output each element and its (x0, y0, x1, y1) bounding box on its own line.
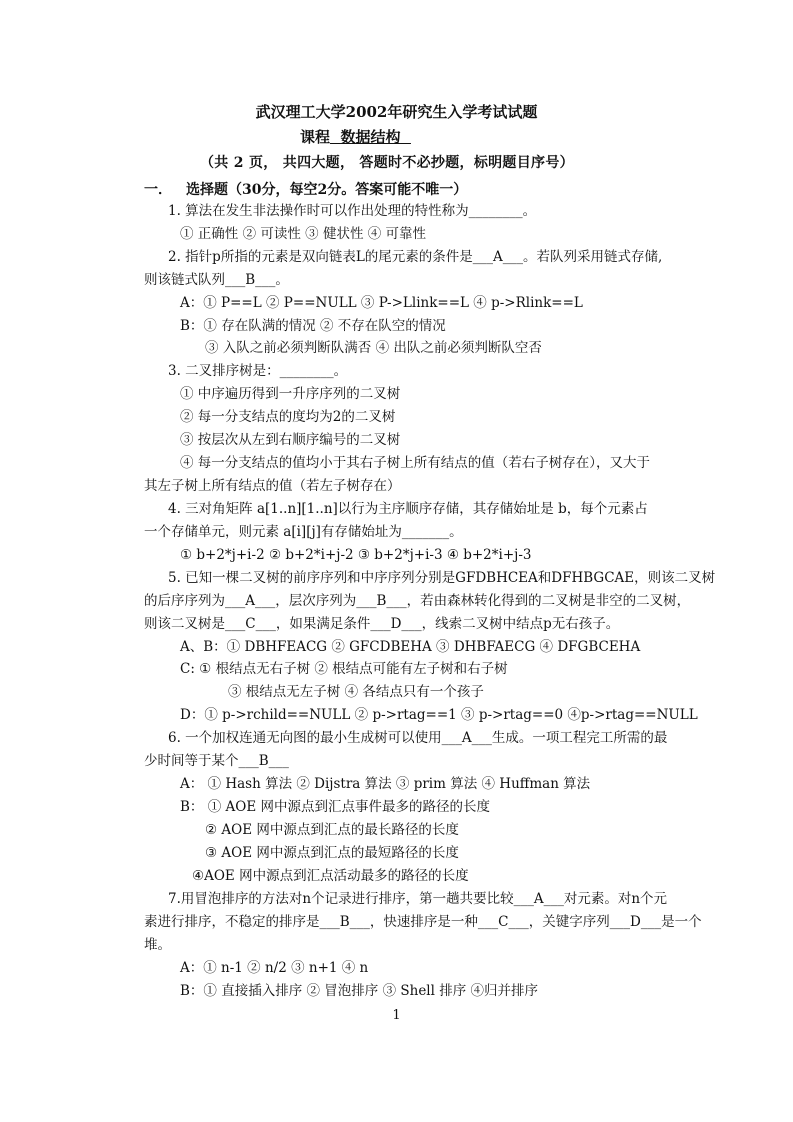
question-line: ③ 根结点无左子树 ④ 各结点只有一个孩子 (228, 684, 484, 700)
question-line: 其左子树上所有结点的值（若左子树存在） (144, 478, 401, 494)
question-line: ② 每一分支结点的度均为2的二叉树 (180, 409, 396, 425)
question-line: 1. 算法在发生非法操作时可以作出处理的特性称为________。 (168, 203, 537, 219)
question-line: 2. 指针p所指的元素是双向链表L的尾元素的条件是___A___。若队列采用链式存储, (168, 249, 663, 265)
exam-title: 武汉理工大学2002年研究生入学考试试题 (255, 103, 538, 121)
question-line: ③ 按层次从左到右顺序编号的二叉树 (180, 432, 401, 448)
question-line: 少时间等于某个___B___ (144, 753, 289, 769)
question-line: ① 中序遍历得到一升序序列的二叉树 (180, 386, 401, 402)
question-line: 素进行排序，不稳定的排序是___B___，快速排序是一种___C___，关键字序列___D___是一个 (144, 914, 702, 930)
question-line: 则该二叉树是___C___，如果满足条件___D___，线索二叉树中结点p无右孩子。 (144, 616, 620, 632)
question-line: A：① P==L ② P==NULL ③ P->Llink==L ④ p->Rlink==L (180, 295, 583, 311)
question-line: B：① 存在队满的情况 ② 不存在队空的情况 (180, 318, 446, 334)
question-line: C: ① 根结点无右子树 ② 根结点可能有左子树和右子树 (180, 661, 508, 677)
question-line: 一个存储单元，则元素 a[i][j]有存储始址为_______。 (144, 524, 463, 540)
question-line: ③ 入队之前必须判断队满否 ④ 出队之前必须判断队空否 (205, 340, 542, 356)
question-line: A：① n-1 ② n/2 ③ n+1 ④ n (180, 960, 369, 976)
question-line: A、B：① DBHFEACG ② GFCDBEHA ③ DHBFAECG ④ DFGBCEHA (180, 639, 641, 655)
question-line: ④ 每一分支结点的值均小于其右子树上所有结点的值（若右子树存在），又大于 (180, 455, 651, 471)
page-number: 1 (392, 1008, 401, 1023)
question-line: 堆。 (144, 937, 171, 953)
question-line: 4. 三对角矩阵 a[1..n][1..n]以行为主序顺序存储，其存储始址是 b，每个元素占 (168, 501, 648, 517)
question-line: ④AOE 网中源点到汇点活动最多的路径的长度 (192, 868, 469, 884)
question-line: 7.用冒泡排序的方法对n个记录进行排序，第一趟共要比较___A___对元素。对n个元 (168, 891, 668, 907)
question-line: ① 正确性 ② 可读性 ③ 健状性 ④ 可靠性 (180, 226, 427, 242)
section-number: 一． (144, 182, 172, 198)
question-line: ② AOE 网中源点到汇点的最长路径的长度 (205, 822, 459, 838)
question-line: A： ① Hash 算法 ② Dijstra 算法 ③ prim 算法 ④ Huffman 算法 (180, 776, 591, 792)
course-line (300, 126, 411, 147)
exam-note: （共 2 页， 共四大题， 答题时不必抄题，标明题目序号） (200, 155, 574, 171)
course-label: 课程 (300, 128, 331, 146)
question-line: D：① p->rchild==NULL ② p->rtag==1 ③ p->rtag==0 ④p->rtag==NULL (180, 707, 698, 723)
question-line: B： ① AOE 网中源点到汇点事件最多的路径的长度 (180, 799, 490, 815)
section-heading (144, 179, 467, 199)
question-line: 6. 一个加权连通无向图的最小生成树可以使用___A___生成。一项工程完工所需的最 (168, 730, 668, 746)
question-line: 的后序序列为___A___，层次序列为___B___，若由森林转化得到的二叉树是非空的二叉树， (144, 593, 691, 609)
section-title: 选择题（30分，每空2分。答案可能不唯一） (186, 182, 468, 198)
question-line: 5. 已知一棵二叉树的前序序列和中序序列分别是GFDBHCEA和DFHBGCAE，则该二叉树 (168, 570, 716, 586)
question-line: ① b+2*j+i-2 ② b+2*i+j-2 ③ b+2*j+i-3 ④ b+2*i+j-3 (180, 547, 532, 563)
question-line: 则该链式队列___B___。 (144, 272, 289, 288)
question-line: 3. 二叉排序树是：________。 (168, 363, 348, 379)
course-name: 数据结构 (340, 128, 401, 146)
question-line: B：① 直接插入排序 ② 冒泡排序 ③ Shell 排序 ④归并排序 (180, 983, 539, 999)
question-line: ③ AOE 网中源点到汇点的最短路径的长度 (205, 845, 459, 861)
